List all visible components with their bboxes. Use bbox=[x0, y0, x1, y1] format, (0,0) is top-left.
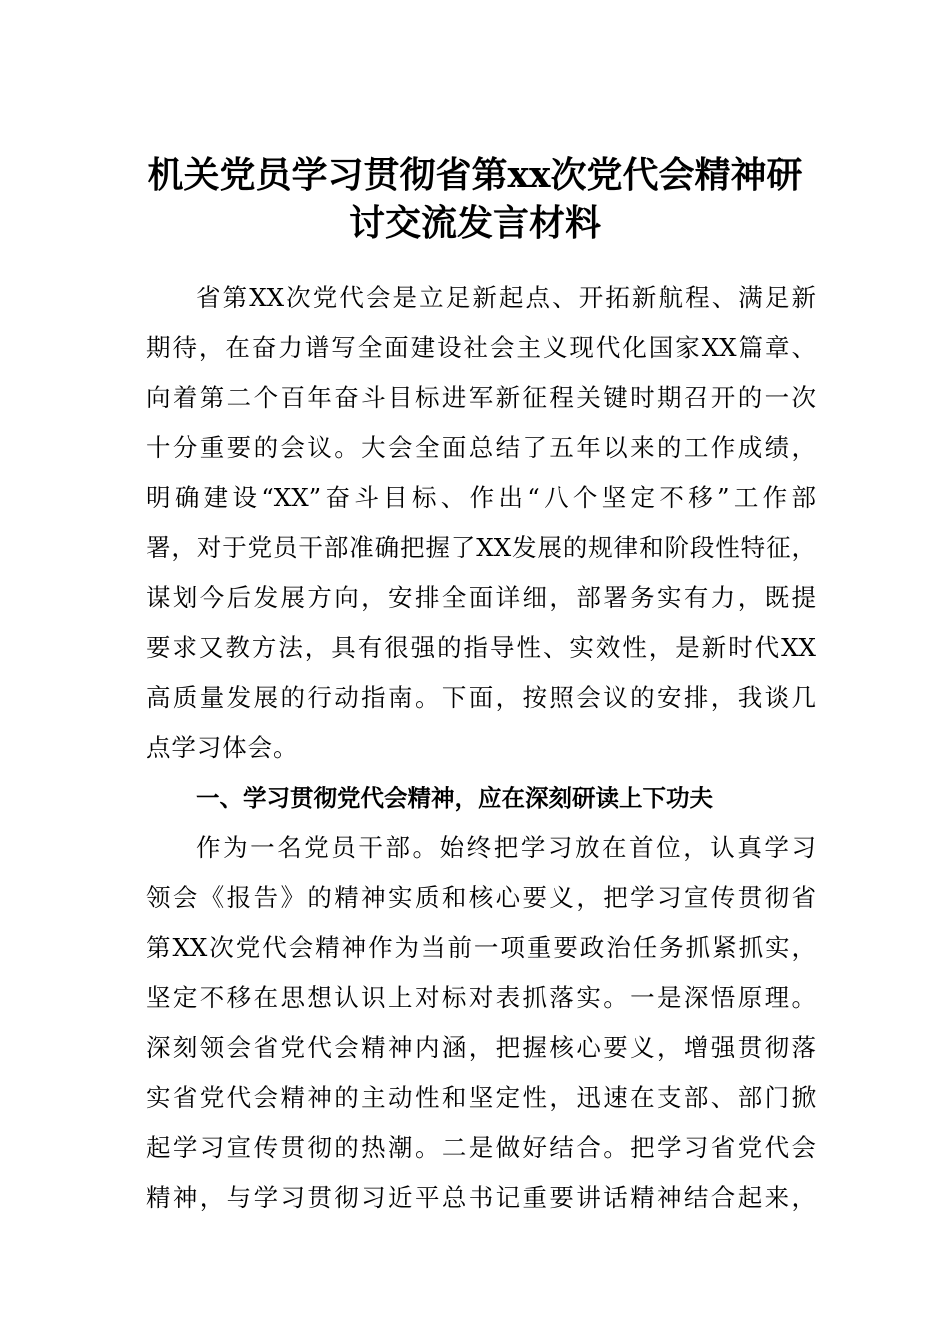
paragraph-line: 署，对于党员干部准确把握了XX发展的规律和阶段性特征， bbox=[146, 533, 816, 562]
paragraph-line: 领会《报告》的精神实质和核心要义，把学习宣传贯彻省 bbox=[146, 883, 816, 912]
document-title-line-1: 机关党员学习贯彻省第xx次党代会精神研 bbox=[147, 154, 803, 196]
paragraph-line: 作为一名党员干部。始终把学习放在首位，认真学习 bbox=[196, 833, 816, 862]
paragraph-line: 十分重要的会议。大会全面总结了五年以来的工作成绩， bbox=[146, 433, 816, 462]
paragraph-line: 省第XX次党代会是立足新起点、开拓新航程、满足新 bbox=[196, 283, 816, 312]
paragraph-line: 向着第二个百年奋斗目标进军新征程关键时期召开的一次 bbox=[146, 383, 816, 412]
paragraph-line: 明确建设“XX”奋斗目标、作出“八个坚定不移”工作部 bbox=[146, 483, 816, 512]
paragraph-line: 实省党代会精神的主动性和坚定性，迅速在支部、部门掀 bbox=[146, 1083, 816, 1112]
paragraph-line: 点学习体会。 bbox=[146, 733, 299, 762]
paragraph-line: 坚定不移在思想认识上对标对表抓落实。一是深悟原理。 bbox=[146, 983, 816, 1012]
document-title-line-2: 讨交流发言材料 bbox=[348, 202, 601, 244]
paragraph-line: 期待，在奋力谱写全面建设社会主义现代化国家XX篇章、 bbox=[146, 333, 816, 362]
paragraph-line: 要求又教方法，具有很强的指导性、实效性，是新时代XX bbox=[146, 633, 816, 662]
paragraph-line: 起学习宣传贯彻的热潮。二是做好结合。把学习省党代会 bbox=[146, 1133, 816, 1162]
paragraph-line: 深刻领会省党代会精神内涵，把握核心要义，增强贯彻落 bbox=[146, 1033, 816, 1062]
paragraph-line: 第XX次党代会精神作为当前一项重要政治任务抓紧抓实， bbox=[146, 933, 816, 962]
paragraph-line: 谋划今后发展方向，安排全面详细，部署务实有力，既提 bbox=[146, 583, 816, 612]
paragraph-line: 精神，与学习贯彻习近平总书记重要讲话精神结合起来， bbox=[146, 1183, 816, 1212]
paragraph-line: 高质量发展的行动指南。下面，按照会议的安排，我谈几 bbox=[146, 683, 816, 712]
section-heading-1: 一、学习贯彻党代会精神，应在深刻研读上下功夫 bbox=[196, 784, 713, 812]
